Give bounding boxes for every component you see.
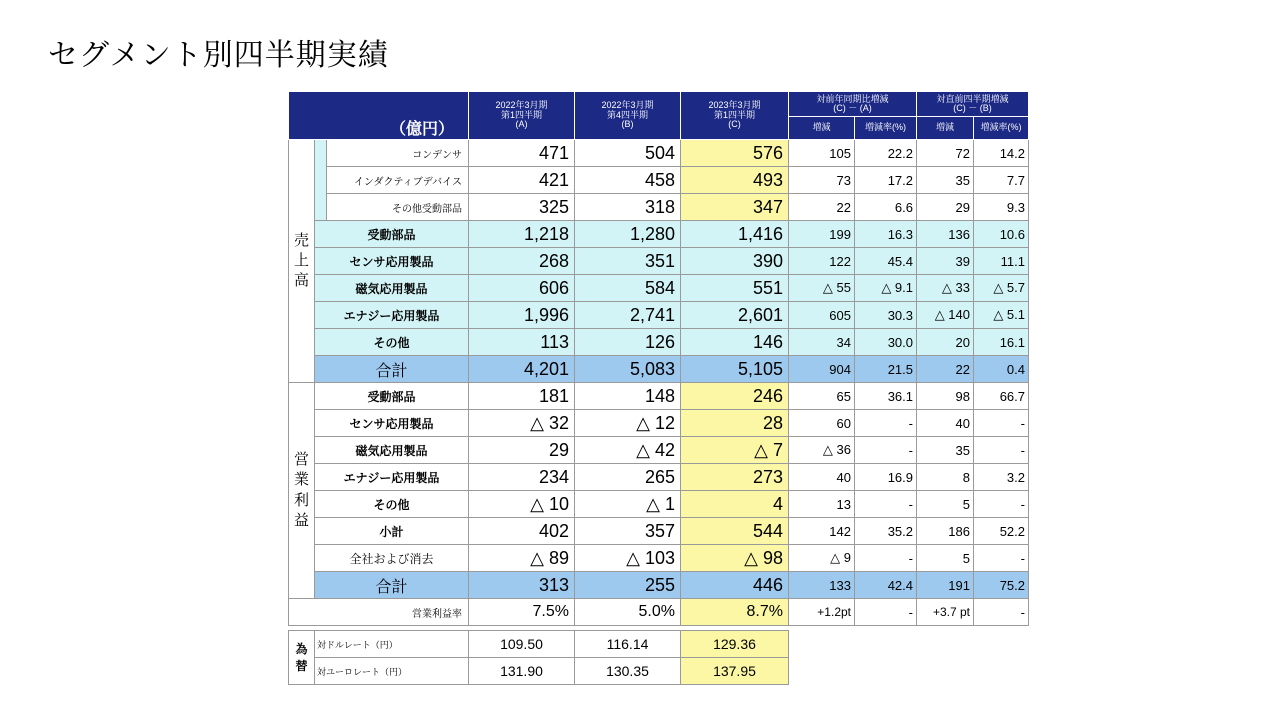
cell-qoq-rate: 16.1 <box>974 329 1029 356</box>
cell-yoy-rate: 30.3 <box>855 302 917 329</box>
cell-c: 2,601 <box>681 302 789 329</box>
cell-b: 351 <box>575 248 681 275</box>
cell-c: 551 <box>681 275 789 302</box>
cell-yoy-inc: 904 <box>789 356 855 383</box>
unit-label: （億円） <box>289 92 469 140</box>
row-label: 合計 <box>315 572 469 599</box>
table-row <box>289 167 1029 194</box>
empty-cell <box>789 658 1029 685</box>
cell-qoq-rate: - <box>974 545 1029 572</box>
cell-b: 5.0% <box>575 599 681 626</box>
cell-a: △ 10 <box>469 491 575 518</box>
cell-yoy-rate: - <box>855 545 917 572</box>
cell-qoq-inc: 8 <box>917 464 974 491</box>
row-label: 対ユーロレート（円） <box>315 658 469 685</box>
cell-qoq-rate: - <box>974 491 1029 518</box>
cell-b: 584 <box>575 275 681 302</box>
cell-c: 273 <box>681 464 789 491</box>
cell-b: 1,280 <box>575 221 681 248</box>
row-label: 対ドルレート（円） <box>315 631 469 658</box>
cell-qoq-inc: 5 <box>917 491 974 518</box>
table-row <box>289 221 1029 248</box>
table-row <box>289 302 1029 329</box>
table-row <box>289 329 1029 356</box>
sales-indent <box>315 140 327 221</box>
cell-yoy-inc: 73 <box>789 167 855 194</box>
cell-yoy-inc: △ 36 <box>789 437 855 464</box>
table-row <box>289 545 1029 572</box>
row-label: センサ応用製品 <box>315 410 469 437</box>
cell-a: 234 <box>469 464 575 491</box>
cell-yoy-inc: 199 <box>789 221 855 248</box>
cell-qoq-rate: - <box>974 410 1029 437</box>
row-label: 合計 <box>315 356 469 383</box>
cell-yoy-inc: 133 <box>789 572 855 599</box>
fx-row <box>289 658 1029 685</box>
row-label: 受動部品 <box>315 383 469 410</box>
profit-total-row <box>289 572 1029 599</box>
cell-yoy-rate: 42.4 <box>855 572 917 599</box>
cell-b: △ 42 <box>575 437 681 464</box>
row-label: センサ応用製品 <box>315 248 469 275</box>
cell-yoy-inc: 105 <box>789 140 855 167</box>
cell-c: △ 7 <box>681 437 789 464</box>
cell-qoq-inc: 72 <box>917 140 974 167</box>
cell-b: 130.35 <box>575 658 681 685</box>
table-row <box>289 383 1029 410</box>
cell-a: 606 <box>469 275 575 302</box>
cell-a: 113 <box>469 329 575 356</box>
row-label: エナジー応用製品 <box>315 302 469 329</box>
cell-a: 131.90 <box>469 658 575 685</box>
cell-yoy-inc: 40 <box>789 464 855 491</box>
cell-qoq-inc: 20 <box>917 329 974 356</box>
cell-a: △ 32 <box>469 410 575 437</box>
cell-c: 146 <box>681 329 789 356</box>
cell-c: 446 <box>681 572 789 599</box>
cell-b: 318 <box>575 194 681 221</box>
cell-qoq-rate: △ 5.7 <box>974 275 1029 302</box>
cell-yoy-inc: 34 <box>789 329 855 356</box>
table-row <box>289 248 1029 275</box>
row-label: インダクティブデバイス <box>327 167 469 194</box>
cell-c: 1,416 <box>681 221 789 248</box>
profit-side-label: 営 業 利 益 <box>289 383 315 599</box>
cell-qoq-rate: 0.4 <box>974 356 1029 383</box>
cell-qoq-rate: 75.2 <box>974 572 1029 599</box>
table-row <box>289 437 1029 464</box>
col-a-header: 2022年3月期 第1四半期 (A) <box>469 92 575 140</box>
cell-qoq-inc: △ 33 <box>917 275 974 302</box>
fx-side-label: 為 替 <box>289 631 315 685</box>
row-label: エナジー応用製品 <box>315 464 469 491</box>
cell-b: 458 <box>575 167 681 194</box>
table-row <box>289 491 1029 518</box>
row-label: その他 <box>315 329 469 356</box>
header-row-1 <box>289 92 1029 117</box>
table-row <box>289 464 1029 491</box>
cell-a: 1,996 <box>469 302 575 329</box>
col-b-header: 2022年3月期 第4四半期 (B) <box>575 92 681 140</box>
cell-b: 504 <box>575 140 681 167</box>
cell-yoy-inc: 65 <box>789 383 855 410</box>
cell-b: △ 1 <box>575 491 681 518</box>
table-row <box>289 275 1029 302</box>
cell-yoy-rate: △ 9.1 <box>855 275 917 302</box>
cell-yoy-rate: 36.1 <box>855 383 917 410</box>
cell-b: 126 <box>575 329 681 356</box>
cell-yoy-inc: 142 <box>789 518 855 545</box>
cell-yoy-rate: - <box>855 410 917 437</box>
cell-qoq-rate: 66.7 <box>974 383 1029 410</box>
yoy-rate-header: 増減率(%) <box>855 117 917 140</box>
row-label: その他 <box>315 491 469 518</box>
cell-a: 181 <box>469 383 575 410</box>
cell-a: △ 89 <box>469 545 575 572</box>
cell-yoy-inc: △ 9 <box>789 545 855 572</box>
cell-a: 109.50 <box>469 631 575 658</box>
cell-c: 347 <box>681 194 789 221</box>
cell-c: 8.7% <box>681 599 789 626</box>
cell-qoq-inc: 35 <box>917 167 974 194</box>
cell-a: 402 <box>469 518 575 545</box>
yoy-inc-header: 増減 <box>789 117 855 140</box>
row-label: 磁気応用製品 <box>315 437 469 464</box>
cell-yoy-rate: 16.3 <box>855 221 917 248</box>
cell-yoy-inc: +1.2pt <box>789 599 855 626</box>
table-row <box>289 410 1029 437</box>
cell-b: △ 12 <box>575 410 681 437</box>
cell-qoq-inc: 22 <box>917 356 974 383</box>
cell-a: 325 <box>469 194 575 221</box>
cell-c: 246 <box>681 383 789 410</box>
row-label: その他受動部品 <box>327 194 469 221</box>
cell-b: 116.14 <box>575 631 681 658</box>
cell-a: 4,201 <box>469 356 575 383</box>
cell-c: 576 <box>681 140 789 167</box>
cell-yoy-inc: 605 <box>789 302 855 329</box>
cell-qoq-inc: 191 <box>917 572 974 599</box>
cell-qoq-rate: - <box>974 437 1029 464</box>
cell-qoq-inc: 29 <box>917 194 974 221</box>
row-label: 小計 <box>315 518 469 545</box>
qoq-inc-header: 増減 <box>917 117 974 140</box>
cell-yoy-rate: 22.2 <box>855 140 917 167</box>
qoq-header: 対直前四半期増減 (C) － (B) <box>917 92 1029 117</box>
cell-a: 268 <box>469 248 575 275</box>
cell-qoq-inc: 35 <box>917 437 974 464</box>
cell-qoq-inc: 39 <box>917 248 974 275</box>
cell-yoy-rate: - <box>855 491 917 518</box>
cell-c: 493 <box>681 167 789 194</box>
row-label: コンデンサ <box>327 140 469 167</box>
cell-qoq-rate: 9.3 <box>974 194 1029 221</box>
yoy-header: 対前年同期比増減 (C) － (A) <box>789 92 917 117</box>
col-c-header: 2023年3月期 第1四半期 (C) <box>681 92 789 140</box>
fx-row <box>289 631 1029 658</box>
cell-qoq-rate: 10.6 <box>974 221 1029 248</box>
cell-qoq-inc: 40 <box>917 410 974 437</box>
cell-a: 313 <box>469 572 575 599</box>
cell-yoy-rate: 35.2 <box>855 518 917 545</box>
cell-qoq-inc: 186 <box>917 518 974 545</box>
qoq-rate-header: 増減率(%) <box>974 117 1029 140</box>
cell-b: 2,741 <box>575 302 681 329</box>
cell-yoy-inc: △ 55 <box>789 275 855 302</box>
cell-c: 390 <box>681 248 789 275</box>
cell-qoq-inc: △ 140 <box>917 302 974 329</box>
cell-qoq-inc: 136 <box>917 221 974 248</box>
cell-yoy-rate: 45.4 <box>855 248 917 275</box>
cell-qoq-rate: - <box>974 599 1029 626</box>
cell-yoy-rate: 17.2 <box>855 167 917 194</box>
cell-a: 421 <box>469 167 575 194</box>
sales-side-label: 売 上 高 <box>289 140 315 383</box>
cell-b: 148 <box>575 383 681 410</box>
row-label: 磁気応用製品 <box>315 275 469 302</box>
cell-b: 5,083 <box>575 356 681 383</box>
segment-table <box>288 91 1029 685</box>
cell-c: 137.95 <box>681 658 789 685</box>
cell-qoq-inc: 98 <box>917 383 974 410</box>
cell-yoy-rate: - <box>855 599 917 626</box>
cell-yoy-rate: 6.6 <box>855 194 917 221</box>
cell-qoq-inc: +3.7 pt <box>917 599 974 626</box>
cell-b: 255 <box>575 572 681 599</box>
cell-b: 357 <box>575 518 681 545</box>
cell-c: △ 98 <box>681 545 789 572</box>
cell-qoq-rate: 3.2 <box>974 464 1029 491</box>
table-row <box>289 140 1029 167</box>
cell-yoy-rate: 30.0 <box>855 329 917 356</box>
cell-a: 471 <box>469 140 575 167</box>
cell-b: 265 <box>575 464 681 491</box>
cell-c: 129.36 <box>681 631 789 658</box>
sales-total-row <box>289 356 1029 383</box>
row-label: 全社および消去 <box>315 545 469 572</box>
cell-a: 29 <box>469 437 575 464</box>
cell-qoq-rate: 14.2 <box>974 140 1029 167</box>
table-row <box>289 518 1029 545</box>
cell-b: △ 103 <box>575 545 681 572</box>
cell-c: 544 <box>681 518 789 545</box>
cell-qoq-rate: 7.7 <box>974 167 1029 194</box>
row-label: 営業利益率 <box>289 599 469 626</box>
page-title: セグメント別四半期実績 <box>48 38 389 73</box>
cell-yoy-rate: 21.5 <box>855 356 917 383</box>
cell-yoy-inc: 60 <box>789 410 855 437</box>
table-row <box>289 194 1029 221</box>
cell-c: 5,105 <box>681 356 789 383</box>
cell-yoy-rate: 16.9 <box>855 464 917 491</box>
cell-yoy-inc: 22 <box>789 194 855 221</box>
margin-row <box>289 599 1029 626</box>
cell-c: 28 <box>681 410 789 437</box>
cell-c: 4 <box>681 491 789 518</box>
cell-qoq-rate: 52.2 <box>974 518 1029 545</box>
cell-a: 7.5% <box>469 599 575 626</box>
cell-yoy-inc: 13 <box>789 491 855 518</box>
cell-yoy-rate: - <box>855 437 917 464</box>
cell-qoq-rate: 11.1 <box>974 248 1029 275</box>
cell-a: 1,218 <box>469 221 575 248</box>
cell-yoy-inc: 122 <box>789 248 855 275</box>
empty-cell <box>789 631 1029 658</box>
row-label: 受動部品 <box>315 221 469 248</box>
cell-qoq-inc: 5 <box>917 545 974 572</box>
cell-qoq-rate: △ 5.1 <box>974 302 1029 329</box>
